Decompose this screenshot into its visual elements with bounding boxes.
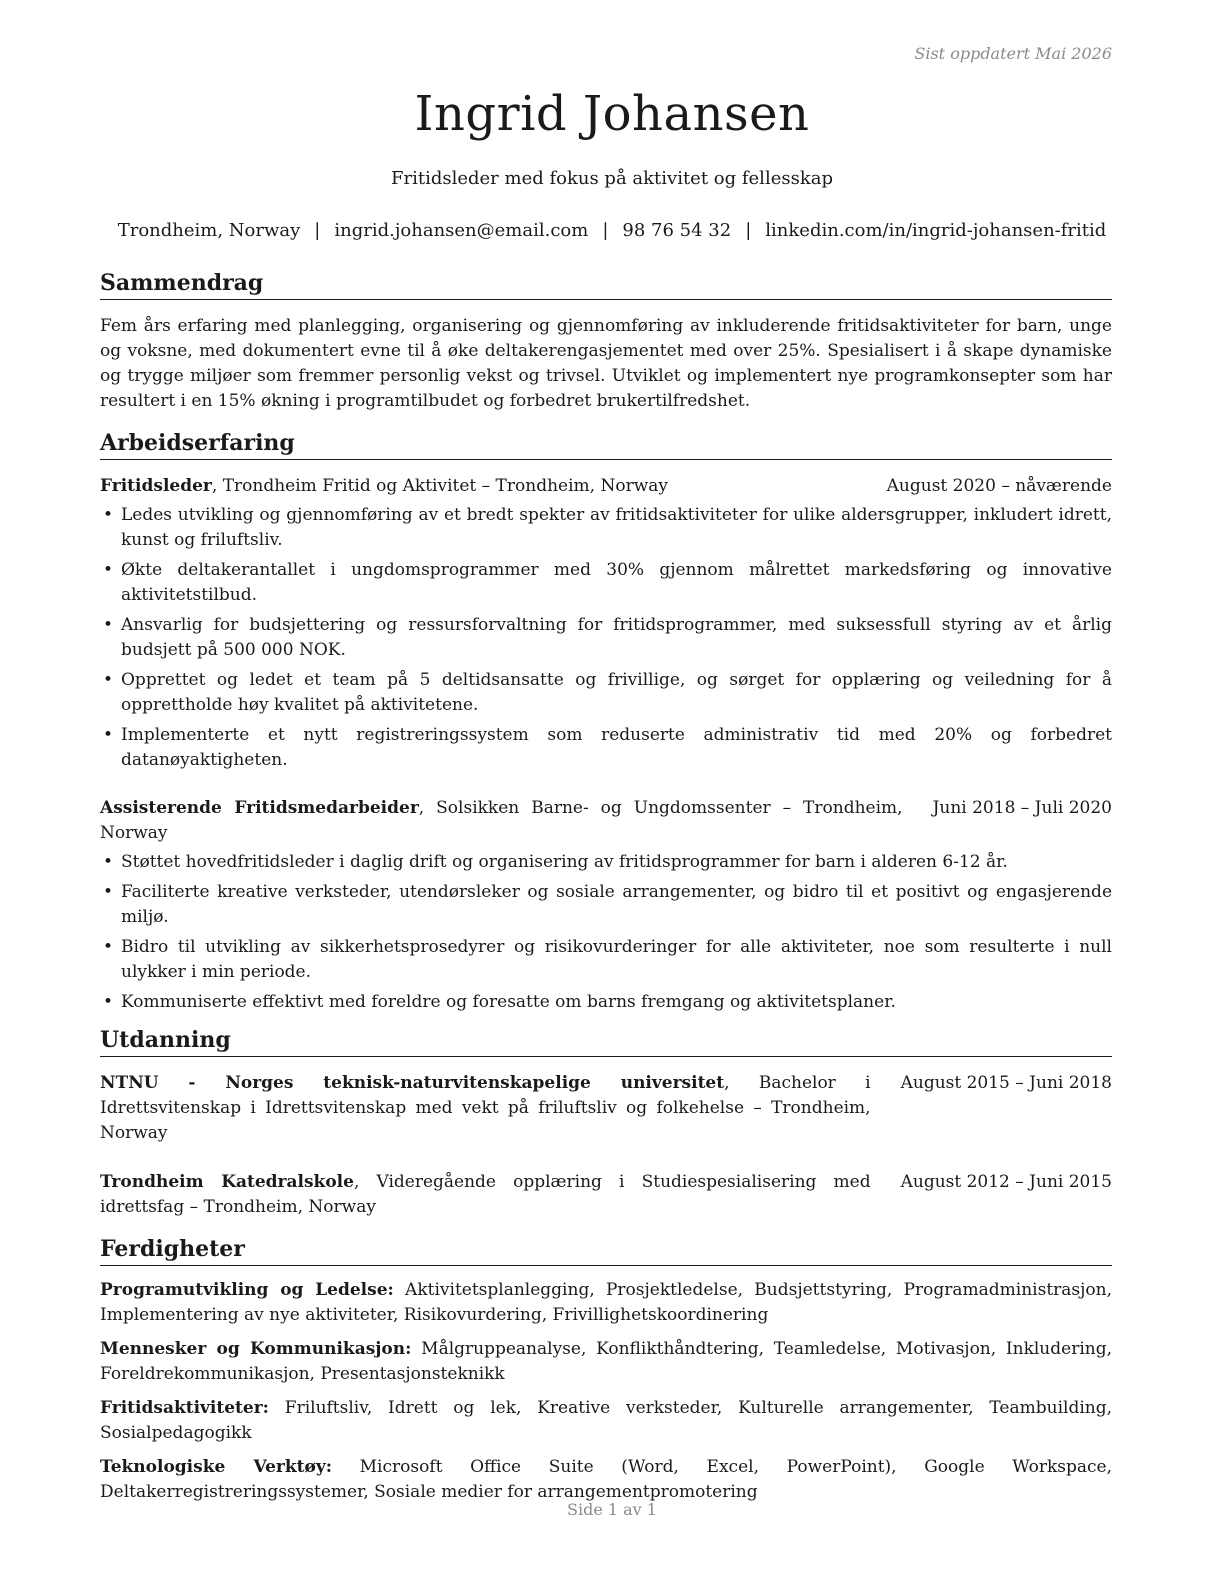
job-role: Assisterende Fritidsmedarbeider <box>100 798 419 818</box>
contact-line <box>0 220 1224 241</box>
education-detail: , Bachelor i Idrettsvitenskap i Idrettsvitenskap med vekt på friluftsliv og folkehelse – Trondheim, Norway <box>100 1073 871 1143</box>
education-dates: August 2012 – Juni 2015 <box>900 1172 1112 1192</box>
education-dates: August 2015 – Juni 2018 <box>900 1073 1112 1093</box>
last-updated: Sist oppdatert Mai 2026 <box>914 44 1112 63</box>
list-item: • Ledes utvikling og gjennomføring av et bredt spekter av fritidsaktiviteter for ulike aldersgrupper, inkludert idrett, kunst og friluftsliv. <box>100 503 1112 553</box>
section-title-summary: Sammendrag <box>100 268 1112 300</box>
job-bullets <box>100 503 1112 773</box>
contact-linkedin[interactable]: linkedin.com/in/ingrid-johansen-fritid <box>765 220 1107 241</box>
skill-label: Mennesker og Kommunikasjon: <box>100 1339 412 1359</box>
list-item: • Opprettet og ledet et team på 5 deltidsansatte og frivillige, og sørget for opplæring og veiledning for å opprettholde høy kvalitet på aktivitetene. <box>100 668 1112 718</box>
job-entry <box>100 474 1112 773</box>
list-item: • Faciliterte kreative verksteder, utendørsleker og sosiale arrangementer, og bidro til et positivt og engasjerende miljø. <box>100 880 1112 930</box>
list-item: • Implementerte et nytt registreringssystem som reduserte administrativ tid med 20% og forbedret datanøyaktigheten. <box>100 723 1112 773</box>
education-detail: , Videregående opplæring i Studiespesialisering med idrettsfag – Trondheim, Norway <box>100 1172 871 1217</box>
contact-separator: | <box>602 220 609 241</box>
section-title-experience: Arbeidserfaring <box>100 428 1112 460</box>
skill-group <box>100 1455 1112 1505</box>
skill-group <box>100 1278 1112 1328</box>
education-entry <box>100 1071 1112 1146</box>
education-school: NTNU - Norges teknisk-naturvitenskapelige universitet <box>100 1073 725 1093</box>
contact-phone: 98 76 54 32 <box>622 220 732 241</box>
candidate-name: Ingrid Johansen <box>414 86 810 142</box>
education-school: Trondheim Katedralskole <box>100 1172 354 1192</box>
skill-group <box>100 1396 1112 1446</box>
section-title-skills: Ferdigheter <box>100 1234 1112 1266</box>
tagline: Fritidsleder med fokus på aktivitet og fellesskap <box>390 168 833 189</box>
list-item: • Kommuniserte effektivt med foreldre og foresatte om barns fremgang og aktivitetsplaner. <box>100 990 1112 1015</box>
contact-location: Trondheim, Norway <box>117 220 301 241</box>
job-bullets <box>100 850 1112 1015</box>
job-dates: August 2020 – nåværende <box>886 476 1112 496</box>
skill-label: Teknologiske Verktøy: <box>100 1457 332 1477</box>
list-item: • Økte deltakerantallet i ungdomsprogrammer med 30% gjennom målrettet markedsføring og innovative aktivitetstilbud. <box>100 558 1112 608</box>
skill-items: Microsoft Office Suite (Word, Excel, PowerPoint), Google Workspace, Deltakerregistreringssystemer, Sosiale medier for arrangementpromotering <box>100 1457 1112 1502</box>
skill-items: Friluftsliv, Idrett og lek, Kreative verksteder, Kulturelle arrangementer, Teambuilding, Sosialpedagogikk <box>100 1398 1112 1443</box>
skill-items: Aktivitetsplanlegging, Prosjektledelse, Budsjettstyring, Programadministrasjon, Implementering av nye aktiviteter, Risikovurdering, Frivillighetskoordinering <box>100 1280 1112 1325</box>
summary-text: Fem års erfaring med planlegging, organisering og gjennomføring av inkluderende fritidsaktiviteter for barn, unge og voksne, med dokumentert evne til å øke deltakerengasjementet med over 25%. Spesialisert i å skape dynamiske og trygge miljøer som fremmer personlig vekst og trivsel. Utviklet og implementert nye programkonsepter som har resultert i en 15% økning i programtilbudet og forbedret brukertilfredshet. <box>100 316 1112 411</box>
job-role: Fritidsleder <box>100 476 212 496</box>
job-org: , Trondheim Fritid og Aktivitet – Trondheim, Norway <box>211 476 668 496</box>
skill-group <box>100 1337 1112 1387</box>
contact-email[interactable]: ingrid.johansen@email.com <box>334 220 589 241</box>
list-item: • Ansvarlig for budsjettering og ressursforvaltning for fritidsprogrammer, med suksessfull styring av et årlig budsjett på 500 000 NOK. <box>100 613 1112 663</box>
job-dates: Juni 2018 – Juli 2020 <box>932 798 1112 818</box>
section-title-education: Utdanning <box>100 1025 1112 1057</box>
contact-separator: | <box>745 220 752 241</box>
list-item: • Støttet hovedfritidsleder i daglig drift og organisering av fritidsprogrammer for barn i alderen 6-12 år. <box>100 850 1112 875</box>
job-org: , Solsikken Barne- og Ungdomssenter – Trondheim, Norway <box>100 798 903 843</box>
job-header <box>100 796 1112 846</box>
page-number: Side 1 av 1 <box>567 1500 657 1519</box>
job-entry <box>100 796 1112 1015</box>
job-header <box>100 474 1112 499</box>
education-entry <box>100 1170 1112 1220</box>
skill-label: Programutvikling og Ledelse: <box>100 1280 394 1300</box>
list-item: • Bidro til utvikling av sikkerhetsprosedyrer og risikovurderinger for alle aktiviteter, noe som resulterte i null ulykker i min periode. <box>100 935 1112 985</box>
resume-content <box>100 268 1112 1505</box>
skill-items: Målgruppeanalyse, Konflikthåndtering, Teamledelse, Motivasjon, Inkludering, Foreldrekommunikasjon, Presentasjonsteknikk <box>100 1339 1112 1384</box>
skill-label: Fritidsaktiviteter: <box>100 1398 269 1418</box>
contact-separator: | <box>314 220 321 241</box>
